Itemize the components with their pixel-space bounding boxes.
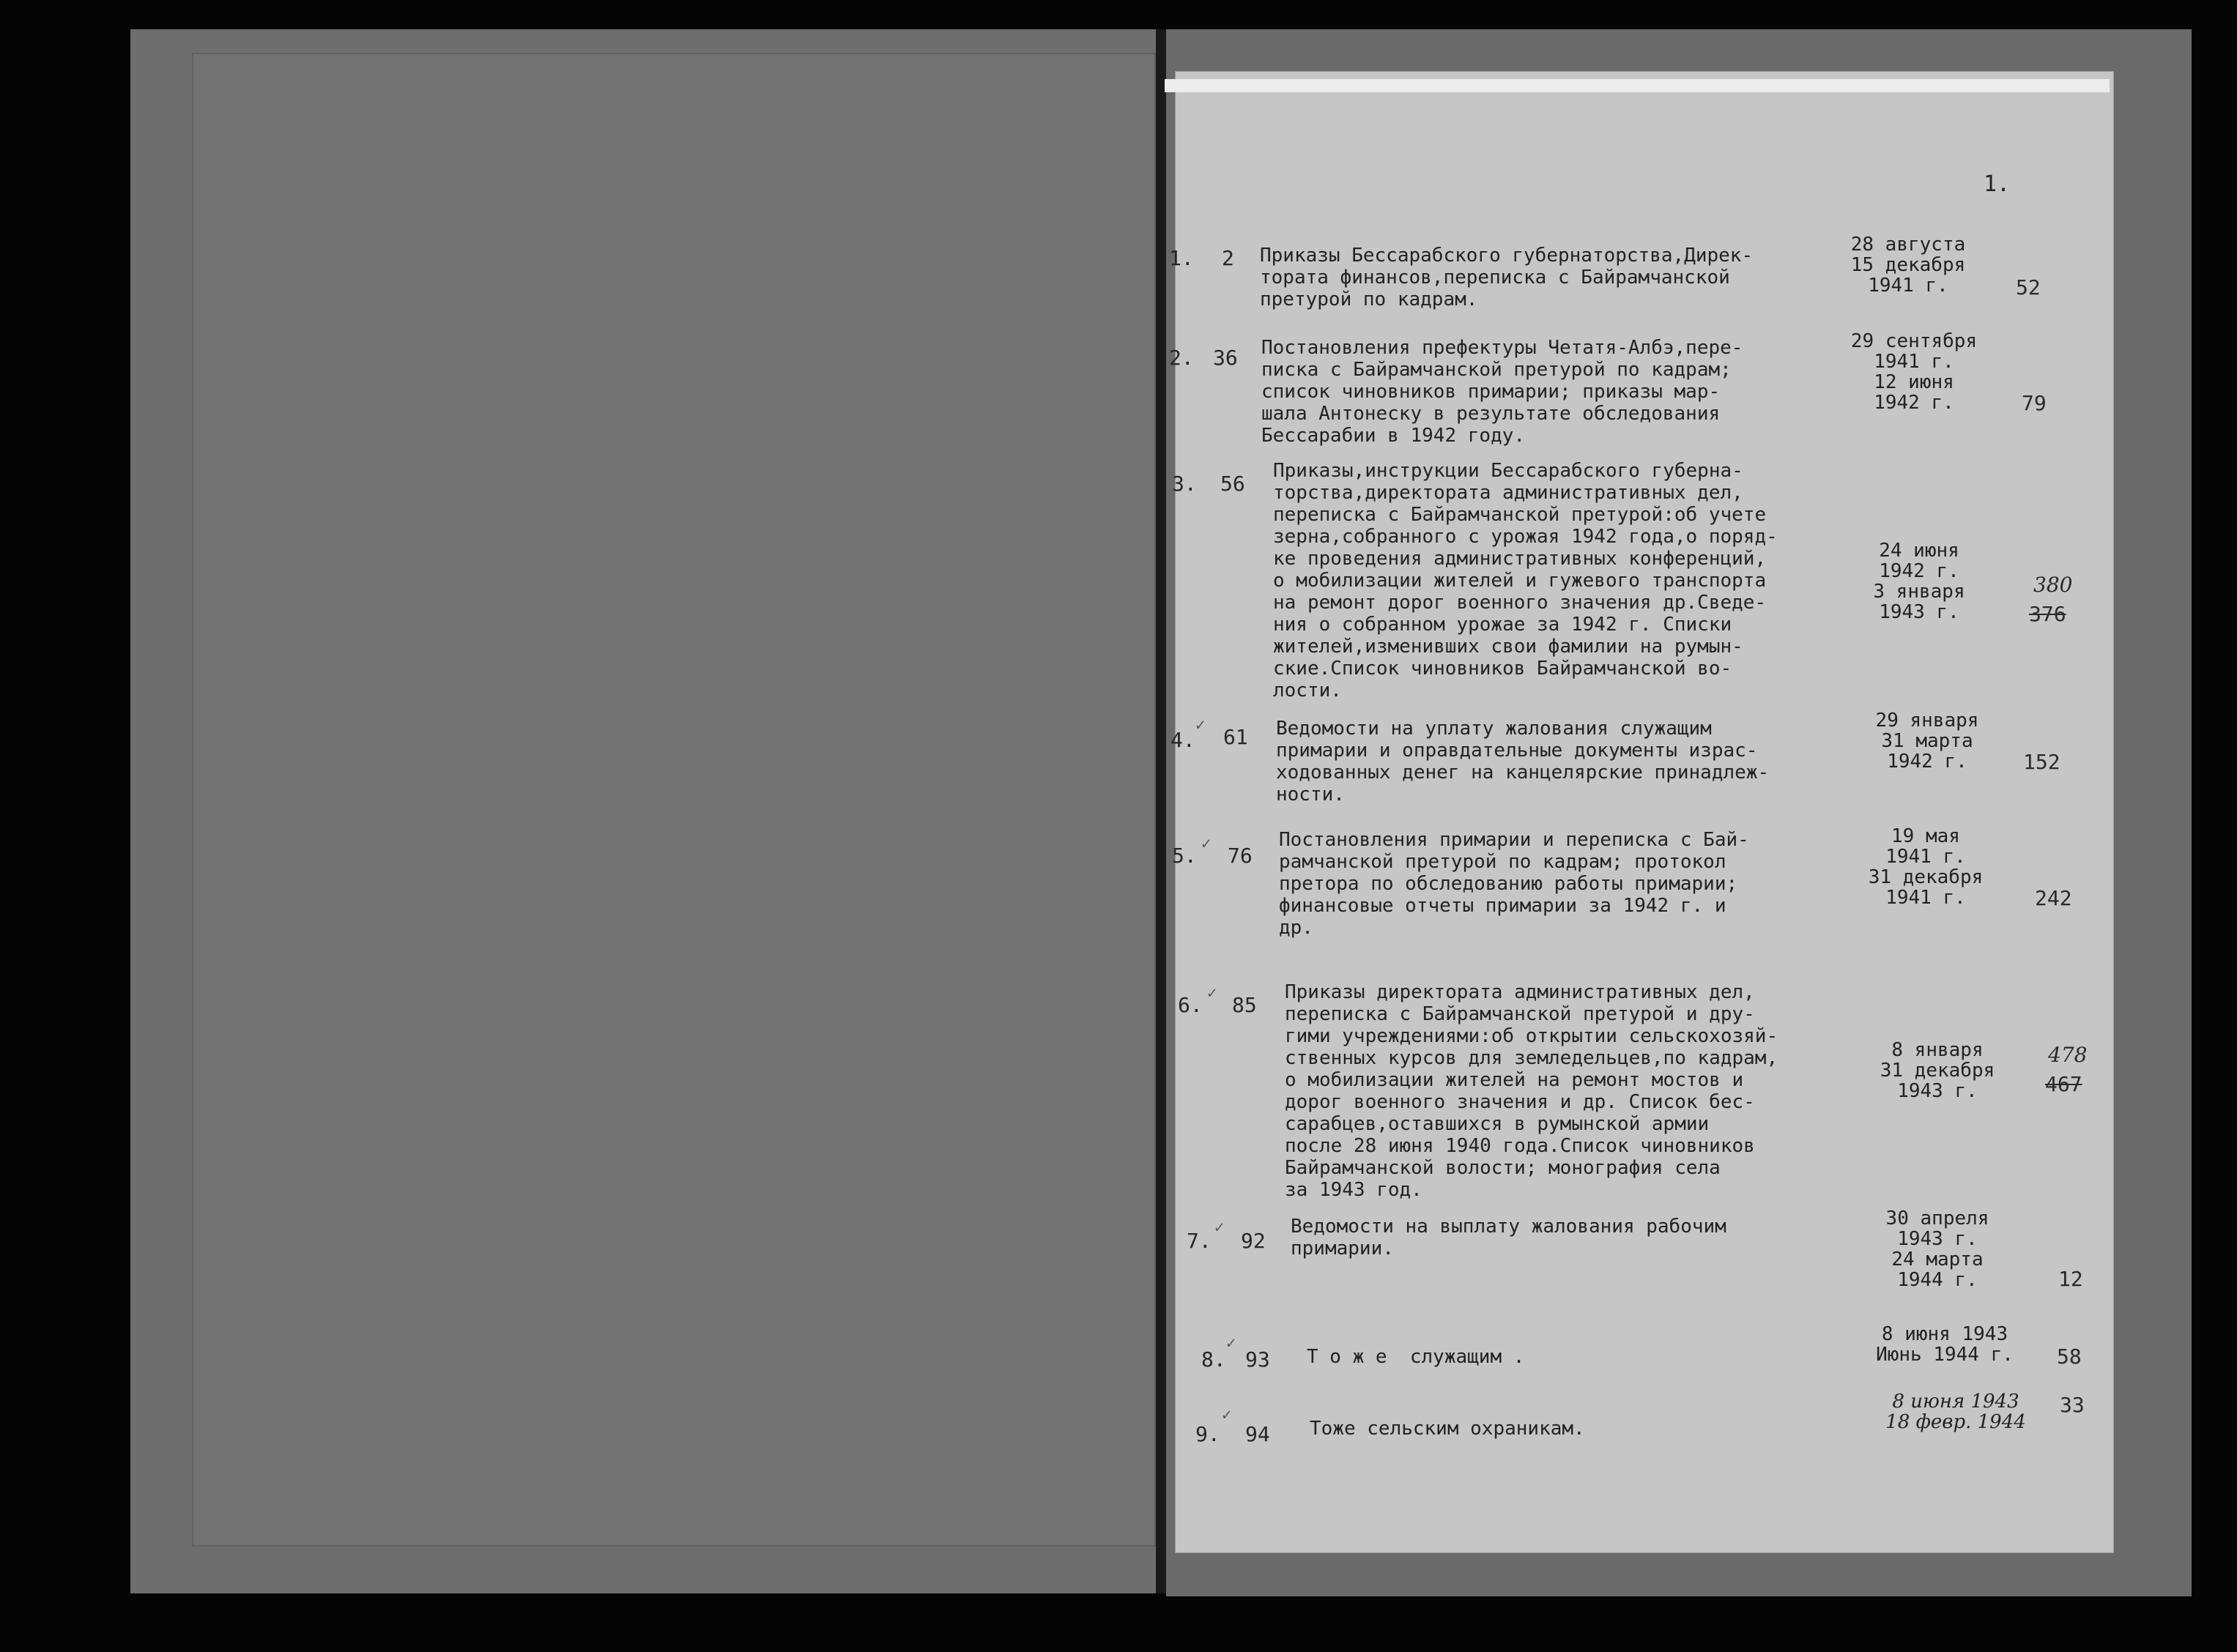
entry-dates: 8 июня 1943 Июнь 1944 г.	[1876, 1323, 2014, 1366]
entry-index: 5.	[1172, 844, 1197, 868]
entry-sheet-count: 79	[2022, 391, 2047, 415]
entry-description: Приказы,инструкции Бессарабского губерна- торства,директората административных дел, переписка с Байрамчанской претурой:об учете зерна,собранного с урожая 1942 года,о поряд- ке проведения административных конференций, о мобилизации жителей и гужевого транспорта на ремонт дорог военного значения др.Сведе- ния о собранном урожае за 1942 г. Списки жителей,изменивших свои фамилии на румын- ские.Список чиновников Байрамчанской во- лости.	[1273, 460, 1778, 702]
entry-dates: 19 мая 1941 г. 31 декабря 1941 г.	[1868, 825, 1984, 909]
entry-description: Приказы Бессарабского губернаторства,Дирек- тората финансов,переписка с Байрамчанской претурой по кадрам.	[1260, 245, 1754, 310]
checkmark-icon: ✓	[1201, 835, 1212, 853]
checkmark-icon: ✓	[1226, 1334, 1236, 1353]
entry-sheet-count: 58	[2057, 1344, 2082, 1369]
checkmark-icon: ✓	[1222, 1406, 1232, 1424]
entry-description: Приказы директората административных дел, переписка с Байрамчанской претурой и дру- гими учреждениями:об открытии сельскохозяй- ственных курсов для земледельцев,по кадрам, о мобилизации жителей на ремонт мостов и дорог военного значения и др. Список бес- сарабцев,оставшихся в румынской армии после 28 июня 1940 года.Список чиновников Байрамчанской волости; монография села за 1943 год.	[1285, 981, 1778, 1201]
entry-description: Тоже сельским охраникам.	[1310, 1418, 1585, 1440]
folder-left-inner-board	[192, 53, 1156, 1547]
entry-case-number: 76	[1228, 844, 1253, 868]
entry-description: Постановления примарии и переписка с Бай- рамчанской претурой по кадрам; протокол претора по обследованию работы примарии; финансовые отчеты примарии за 1942 г. и др.	[1279, 829, 1749, 939]
entry-index: 7.	[1187, 1229, 1212, 1253]
entry-index: 9.	[1195, 1422, 1220, 1446]
folder-spine	[1156, 29, 1166, 1593]
entry-case-number: 36	[1213, 346, 1238, 370]
entry-case-number: 93	[1245, 1347, 1270, 1372]
entry-dates: 29 января 31 марта 1942 г.	[1875, 710, 1979, 773]
entry-index: 8.	[1201, 1347, 1226, 1372]
entry-sheet-count: 467	[2045, 1072, 2082, 1096]
entry-case-number: 92	[1241, 1229, 1266, 1253]
entry-case-number: 94	[1245, 1422, 1270, 1446]
entry-description: Т о ж е служащим .	[1307, 1346, 1525, 1368]
entry-index: 2.	[1169, 346, 1194, 370]
entry-case-number: 61	[1223, 725, 1248, 749]
entry-sheet-count: 152	[2023, 750, 2060, 774]
entry-dates: 28 августа 15 декабря 1941 г.	[1850, 234, 1966, 297]
entry-sheet-count-corrected: 380	[2033, 573, 2073, 597]
entry-index: 3.	[1172, 472, 1197, 496]
entry-index: 6.	[1178, 993, 1203, 1017]
entry-dates: 8 июня 1943 18 февр. 1944	[1885, 1391, 2026, 1433]
entry-description: Ведомости на уплату жалования служащим примарии и оправдательные документы израс- ходованных денег на канцелярские принадлеж- ности.	[1276, 718, 1770, 805]
entry-sheet-count-corrected: 478	[2048, 1043, 2088, 1067]
entry-dates: 24 июня 1942 г. 3 января 1943 г.	[1873, 540, 1965, 623]
entry-index: 1.	[1169, 246, 1194, 270]
entry-sheet-count: 376	[2029, 602, 2066, 626]
entry-dates: 30 апреля 1943 г. 24 марта 1944 г.	[1885, 1208, 1989, 1291]
entry-sheet-count: 12	[2058, 1267, 2083, 1291]
sheet-top-edge	[1165, 79, 2110, 92]
entry-sheet-count: 242	[2035, 886, 2072, 910]
checkmark-icon: ✓	[1207, 984, 1217, 1002]
entry-case-number: 2	[1222, 246, 1234, 270]
entry-sheet-count: 33	[2060, 1393, 2085, 1417]
entry-case-number: 85	[1232, 993, 1257, 1017]
entry-index: 4.	[1171, 728, 1195, 752]
page-number: 1.	[1984, 171, 2011, 197]
checkmark-icon: ✓	[1214, 1218, 1225, 1237]
entry-dates: 8 января 31 декабря 1943 г.	[1880, 1039, 1995, 1102]
entry-dates: 29 сентября 1941 г. 12 июня 1942 г.	[1850, 330, 1978, 414]
entry-sheet-count: 52	[2016, 275, 2041, 299]
entry-description: Постановления префектуры Четатя-Албэ,пере- писка с Байрамчанской претурой по кадрам; список чиновников примарии; приказы мар- шала Антонеску в результате обследования Бессарабии в 1942 году.	[1261, 337, 1743, 447]
entry-description: Ведомости на выплату жалования рабочим примарии.	[1291, 1216, 1726, 1260]
checkmark-icon: ✓	[1195, 716, 1206, 734]
entry-case-number: 56	[1220, 472, 1245, 496]
